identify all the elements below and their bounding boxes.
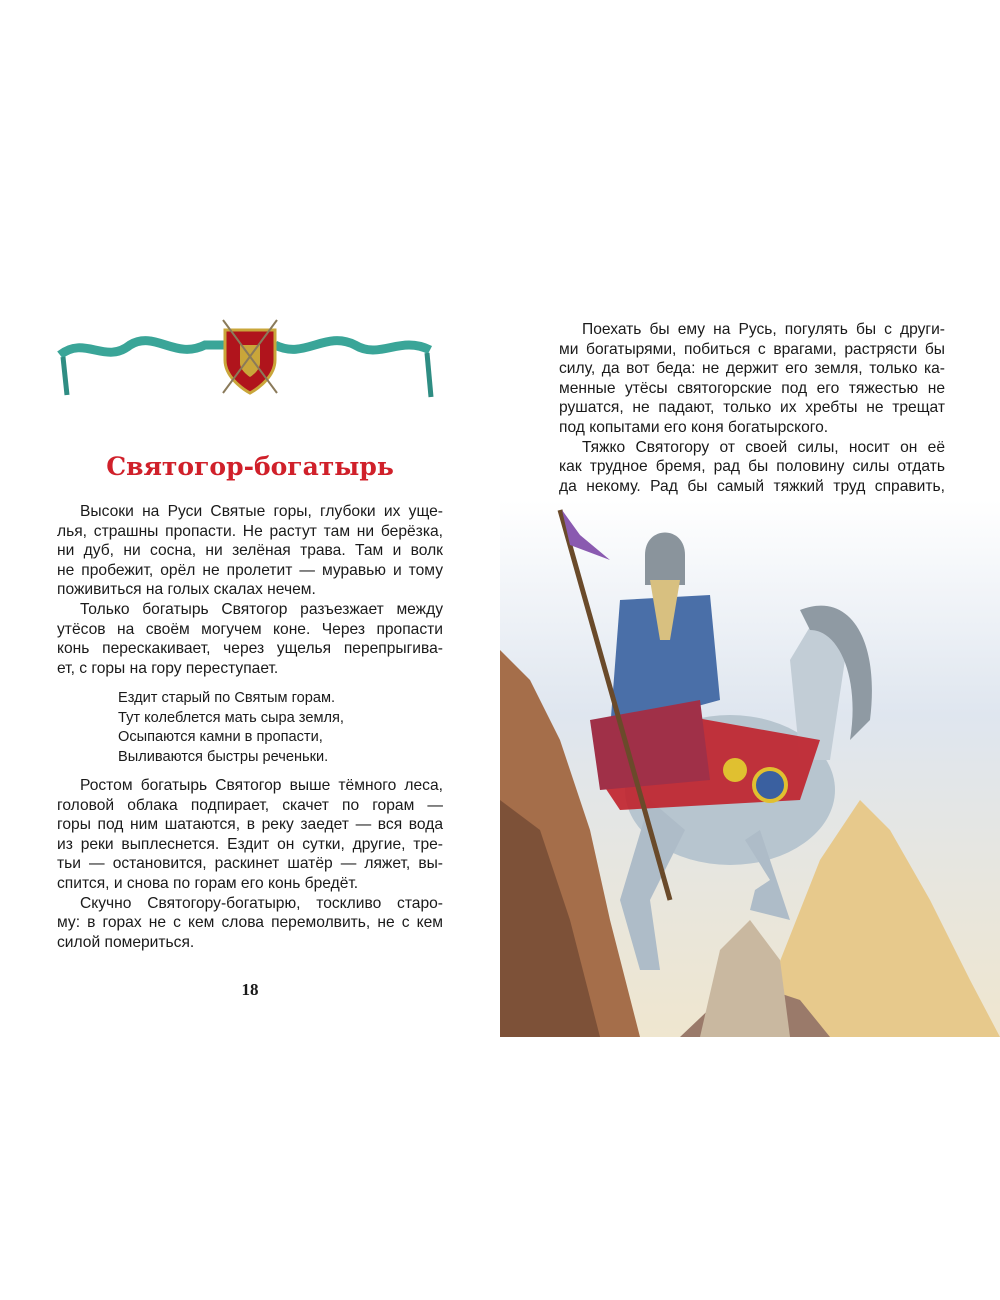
text-line: как трудное бремя, рад бы половину силы отдать <box>559 458 945 476</box>
text-line: ми богатырями, побиться с врагами, растрясти бы <box>559 340 945 358</box>
story-text-right <box>559 320 945 496</box>
verse-line: Тут колеблется мать сыра земля, <box>118 709 344 726</box>
verse-line: Ездит старый по Святым горам. <box>118 690 336 706</box>
text-line: горы под ним шатаются, в реку заедет — вся вода <box>57 816 443 834</box>
text-line: спится, и снова по горам его конь бредёт. <box>57 874 359 892</box>
verse-line: Выливаются быстры реченьки. <box>118 748 329 765</box>
text-line: Скучно Святогору-богатырю, тоскливо старо- <box>80 894 443 912</box>
text-line: ни дуб, ни сосна, ни зелёная трава. Там и волк <box>57 542 443 560</box>
ribbon-shield-ornament <box>55 315 445 400</box>
text-line: поживиться на голых скалах нечем. <box>57 581 316 599</box>
story-text-bottom <box>57 776 443 952</box>
text-line: силой помериться. <box>57 933 195 951</box>
text-line: менные утёсы святогорские под его тяжестью не <box>559 379 945 397</box>
text-line: да некому. Рад бы самый тяжкий труд справить, <box>559 477 945 495</box>
story-title: Святогор-богатырь <box>106 452 394 481</box>
text-line: лья, страшны пропасти. Не растут там ни берёзка, <box>57 522 443 540</box>
text-line: рушатся, не падают, только их хребты не трещат <box>559 399 945 417</box>
text-line: конь перескакивает, через ущелья перепрыгива- <box>57 640 443 658</box>
text-line: не пробежит, орёл не пролетит — муравью и тому <box>57 561 443 579</box>
text-line: му: в горах не с кем слова перемолвить, не с кем <box>57 914 443 932</box>
illustration-knight-on-horse <box>500 500 1000 1037</box>
text-line: Высоки на Руси Святые горы, глубоки их уще- <box>80 503 443 520</box>
text-line: из реки выплеснется. Ездит он сутки, другие, тре- <box>57 835 443 853</box>
text-line: Тяжко Святогору от своей силы, носит он её <box>582 438 945 456</box>
text-line: под копытами его коня богатырского. <box>559 418 829 436</box>
text-line: Только богатырь Святогор разъезжает между <box>80 600 443 618</box>
text-line: силу, да вот беда: не держит его земля, только ка- <box>559 360 945 378</box>
page-number: 18 <box>241 980 259 999</box>
text-line: головой облака подпирает, скачет по горам — <box>57 796 443 814</box>
verse-block <box>118 689 344 767</box>
text-line: тьи — остановится, раскинет шатёр — ляжет, вы- <box>57 855 443 873</box>
story-text-top <box>57 502 443 678</box>
text-line: утёсов на своём могучем коне. Через пропасти <box>57 620 443 638</box>
text-line: Поехать бы ему на Русь, погулять бы с други- <box>582 321 945 338</box>
verse-line: Осыпаются камни в пропасти, <box>118 729 323 746</box>
text-line: ет, с горы на гору переступает. <box>57 659 279 677</box>
text-line: Ростом богатырь Святогор выше тёмного леса, <box>80 777 443 794</box>
